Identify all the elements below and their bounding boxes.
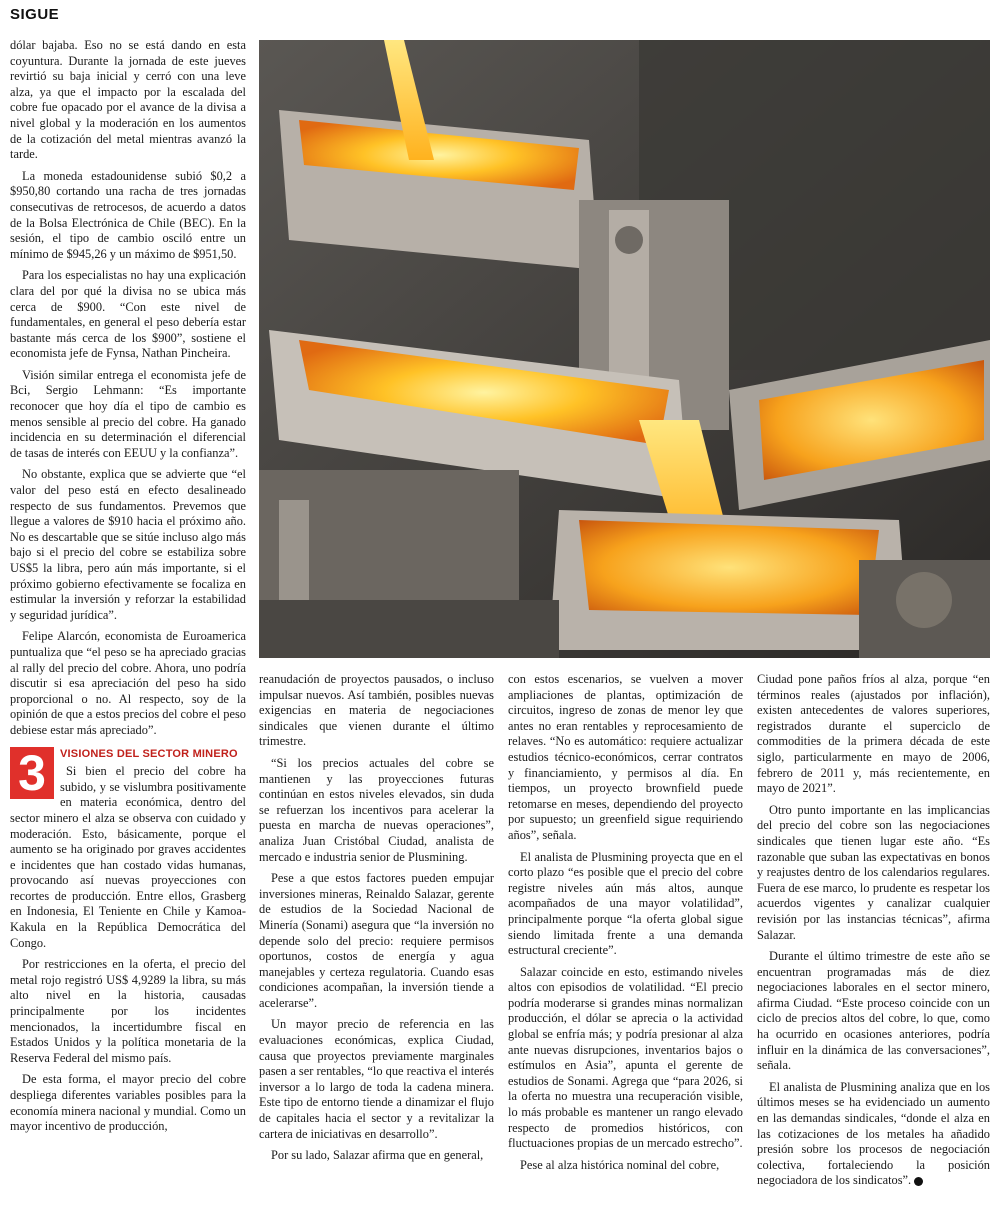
paragraph: El analista de Plusmining proyecta que en el corto plazo “es posible que el precio del cobre registre niveles aún más altos, aunque acompañados de una mayor volatilidad”, principalmente porque “la oferta global sigue siendo limitada frente a una demanda estructural creciente”. xyxy=(508,849,743,958)
paragraph: La moneda estadounidense subió $0,2 a $950,80 cortando una racha de tres jornadas consecutivas de retrocesos, de acuerdo a datos de la Bolsa Electrónica de Chile (BEC). En la sesión, el tipo de cambio osciló entre un mínimo de $945,26 y un máximo de $951,50. xyxy=(10,168,246,261)
article-column-3 xyxy=(508,672,743,1202)
paragraph: Durante el último trimestre de este año se encuentran programadas más de diez negociaciones laborales en el sector minero, afirma Ciudad. “Este proceso coincide con un ciclo de precios altos del cobre, lo que, como ha ocurrido en ocasiones anteriores, podría influir en la dinámica de las conversaciones”, señala. xyxy=(757,949,990,1073)
paragraph: dólar bajaba. Eso no se está dando en esta coyuntura. Durante la jornada de este jueves revirtió su baja inicial y cerró con una leve alza, ya que el impacto por la escalada del cobre fue opacado por el avance de la divisa a nivel global y la moderación en los aumentos de la cotización del metal mientras avanzó la tarde. xyxy=(10,38,246,162)
section-label: SIGUE xyxy=(10,6,60,23)
article-column-1 xyxy=(10,38,246,1198)
paragraph: Por su lado, Salazar afirma que en general, xyxy=(271,1148,484,1163)
paragraph: Felipe Alarcón, economista de Euroamerica puntualiza que “el peso se ha apreciado gracias al rally del precio del cobre. Ahora, uno podría discutir si esa apreciación del peso ha sido proporcional o no. Al respecto, soy de la opinión de que a estos precios del cobre el peso debiese estar más apreciado”. xyxy=(10,629,246,737)
paragraph: con estos escenarios, se vuelven a mover ampliaciones de plantas, optimización de circuitos, ingreso de zonas de menor ley que antes no eran rentables y reprocesamiento de relaves. “No es automático: requiere actualizar estudios técnico-económicos, cerrar contratos y financiamiento, y permisos al día. En tiempos, un proyecto brownfield puede retomarse en meses, dependiendo del proyecto por supuesto; un greenfield sigue requiriendo años”, señala. xyxy=(508,672,743,842)
paragraph: “Si los precios actuales del cobre se mantienen y las proyecciones futuras continúan en estos niveles elevados, sin duda se refuerzan los incentivos para acelerar la puesta en marcha de nuevas operaciones”, analiza Juan Cristóbal Ciudad, analista de mercado e industria senior de Plusmining. xyxy=(259,755,494,864)
section-number-badge: 3 xyxy=(10,747,54,799)
paragraph: Pese a que estos factores pueden empujar inversiones mineras, Reinaldo Salazar, gerente de estudios de la Sociedad Nacional de Minería (Sonami) asegura que “la inversión no depende solo del precio: requiere permisos oportunos, costos de energía y agua manejables y certeza regulatoria. Cuando esas condiciones acompañan, la inversión tiende a acelerarse”. xyxy=(259,871,494,1010)
paragraph: Salazar coincide en esto, estimando niveles altos con episodios de volatilidad. “El precio podría moderarse si grandes minas normalizan producción, el dólar se aprecia o la actividad global se enfría más; y podría presionar al alza ante nuevas disrupciones, inventarios bajos o estímulos en Asia”, apunta el gerente de estudios de Sonami. Agrega que “para 2026, si la oferta no muestra una recuperación visible, lo más probable es mantener un rango elevado respecto de promedios históricos, con fluctuaciones propias de un mercado estrecho”. xyxy=(508,964,743,1151)
paragraph xyxy=(757,1080,990,1189)
paragraph: Otro punto importante en las implicancias del precio del cobre son las negociaciones sindicales que tienen lugar este año. “Es razonable que suban las expectativas en bonos y reajustes dentro de los calendarios regulares. Fuera de ese marco, lo prudente es respetar los acuerdos vigentes y canalizar cualquier revisión por las instancias técnicas”, afirma Salazar. xyxy=(757,802,990,942)
article-column-2 xyxy=(259,672,494,1202)
copper-smelting-photo xyxy=(259,40,990,658)
paragraph: Pese al alza histórica nominal del cobre, xyxy=(520,1157,720,1172)
paragraph: De esta forma, el mayor precio del cobre despliega diferentes variables posibles para la economía minera nacional y mundial. Como un mayor incentivo de producción, xyxy=(10,1072,246,1134)
paragraph: reanudación de proyectos pausados, o incluso impulsar nuevos. Así también, posibles nuevas exigencias en materia de negociaciones sindicales que vienen durante el último trimestre. xyxy=(259,672,494,749)
paragraph: Visión similar entrega el economista jefe de Bci, Sergio Lehmann: “Es importante reconocer que hoy día el tipo de cambio es menos sensible al precio del cobre. Ha ganado incidencia en su determinación el diferencial de tasas de interés con EEUU y la confianza”. xyxy=(10,367,246,460)
article-column-4 xyxy=(757,672,990,1202)
end-of-article-icon: P xyxy=(914,1177,923,1186)
paragraph: Para los especialistas no hay una explicación clara del por qué la divisa no se ubica más cerca de $900. “Con este nivel de fundamentales, en general el peso debería estar bastante más cerca de los $900”, sostiene el economista jefe de Fynsa, Nathan Pincheira. xyxy=(10,268,246,361)
subsection-title: VISIONES DEL SECTOR MINERO xyxy=(60,747,238,760)
paragraph: No obstante, explica que se advierte que “el valor del peso está en efecto desalineado respecto de sus fundamentos. Prevemos que llegue a valores de $910 hacia el próximo año. No es descartable que se sitúe incluso algo más bajo si el precio del cobre se estabiliza sobre US$5 la libra, pero aún más importante, si el próximo gobierno efectivamente se focaliza en estimular la inversión y reforzar la estabilidad y seguridad jurídica”. xyxy=(10,467,246,622)
subsection xyxy=(10,744,246,952)
paragraph-text: El analista de Plusmining analiza que en los últimos meses se ha evidenciado un aumento en las demandas sindicales, “donde el alza en las cotizaciones de los metales ha añadido presión sobre los procesos de negociación colectiva, fortaleciendo la posición negociadora de los sindicatos”. xyxy=(757,1079,990,1188)
paragraph: Un mayor precio de referencia en las evaluaciones económicas, explica Ciudad, causa que proyectos previamente marginales pasen a ser rentables, “lo que reactiva el interés inversor a lo largo de toda la cadena minera. Este tipo de entorno tiende a dinamizar el flujo de capitales hacia el sector y a revitalizar la cartera de iniciativas en desarrollo”. xyxy=(259,1017,494,1141)
subsection-lead: Si bien el precio del cobre ha subido, y se vislumbra positivamente en materia económica, dentro del sector minero el alza se observa con cuidado y moderación. Esto, básicamente, porque el aumento se ha originado por graves accidentes e incidentes que han costado vidas humanas, provocando así nuevas proyecciones con recortes de producción. Entre ellos, Grasberg en Indonesia, El Teniente en Chile y Kamoa-Kakula en la República Democrática del Congo. xyxy=(10,764,246,950)
paragraph: Ciudad pone paños fríos al alza, porque “en términos reales (ajustados por inflación), existen antecedentes de valores superiores, registrados durante el superciclo de commodities de la primera década de este siglo, particularmente en mayo de 2006, febrero de 2011 y, más recientemente, en mayo de 2021”. xyxy=(757,672,990,796)
paragraph: Por restricciones en la oferta, el precio del metal rojo registró US$ 4,9289 la libra, su más alto nivel en la historia, causadas principalmente por los incidentes mencionados, la incertidumbre fiscal en Estados Unidos y la política monetaria de la Reserva Federal del mismo país. xyxy=(10,957,246,1065)
